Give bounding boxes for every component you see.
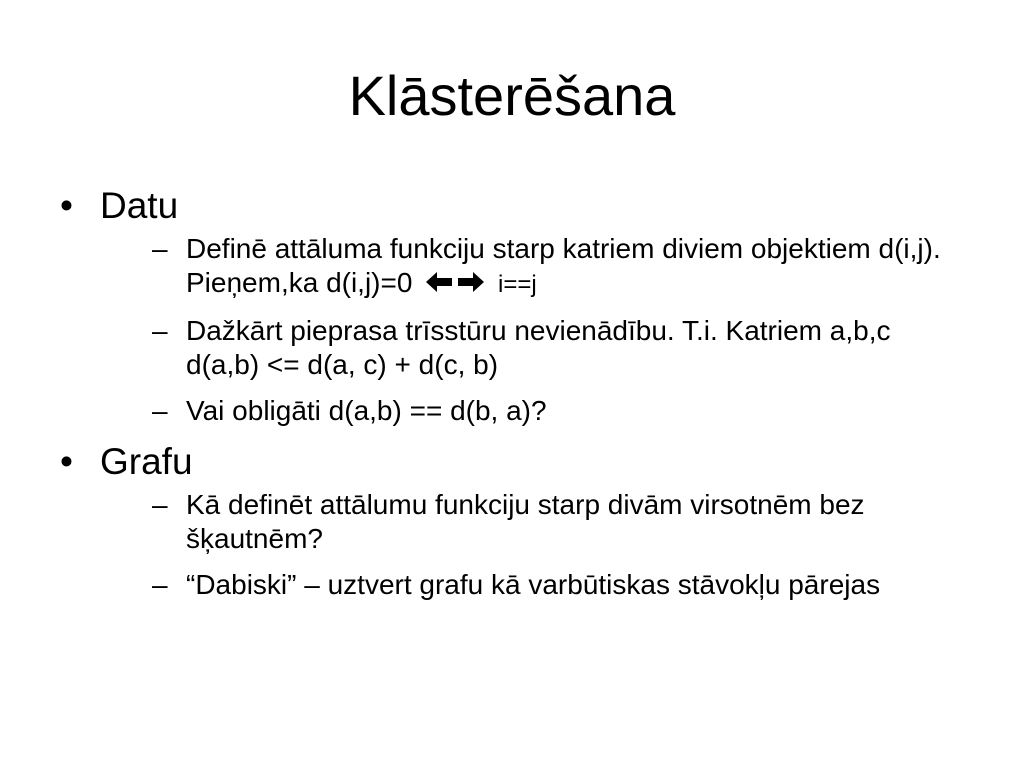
sub-item [146,314,960,382]
left-right-double-arrow-icon [424,268,486,302]
bullet-label: Datu [100,185,179,226]
bullet-marker: • [60,185,73,226]
bullet-item-datu [60,184,960,428]
dash-marker: – [152,315,168,346]
sub-item [146,568,960,602]
slide-title: Klāsterēšana [348,64,676,127]
sub-item [146,394,960,428]
sub-item-text: Vai obligāti d(a,b) == d(b, a)? [186,395,547,426]
sub-item-text: “Dabiski” – uztvert grafu kā varbūtiskas stāvokļu pārejas [186,569,881,600]
sub-item-text-after: i==j [498,271,537,298]
bullet-label: Grafu [100,441,193,482]
dash-marker: – [152,569,168,600]
bullet-item-grafu [60,440,960,602]
dash-marker: – [152,233,168,264]
dash-marker: – [152,395,168,426]
sub-item-text: Definē attāluma funkciju starp katriem diviem objektiem d(i,j). Pieņem,ka d(i,j)=0 [186,233,941,298]
bullet-marker: • [60,441,73,482]
sub-item [146,232,960,302]
sub-item-text: Dažkārt pieprasa trīsstūru nevienādību. T.i. Katriem a,b,c d(a,b) <= d(a, c) + d(c, b) [186,315,891,380]
dash-marker: – [152,489,168,520]
sub-item-text: Kā definēt attālumu funkciju starp divām virsotnēm bez šķautnēm? [186,489,865,554]
sub-list [100,488,960,602]
sub-list [100,232,960,428]
bullet-list [60,184,960,614]
sub-item [146,488,960,556]
